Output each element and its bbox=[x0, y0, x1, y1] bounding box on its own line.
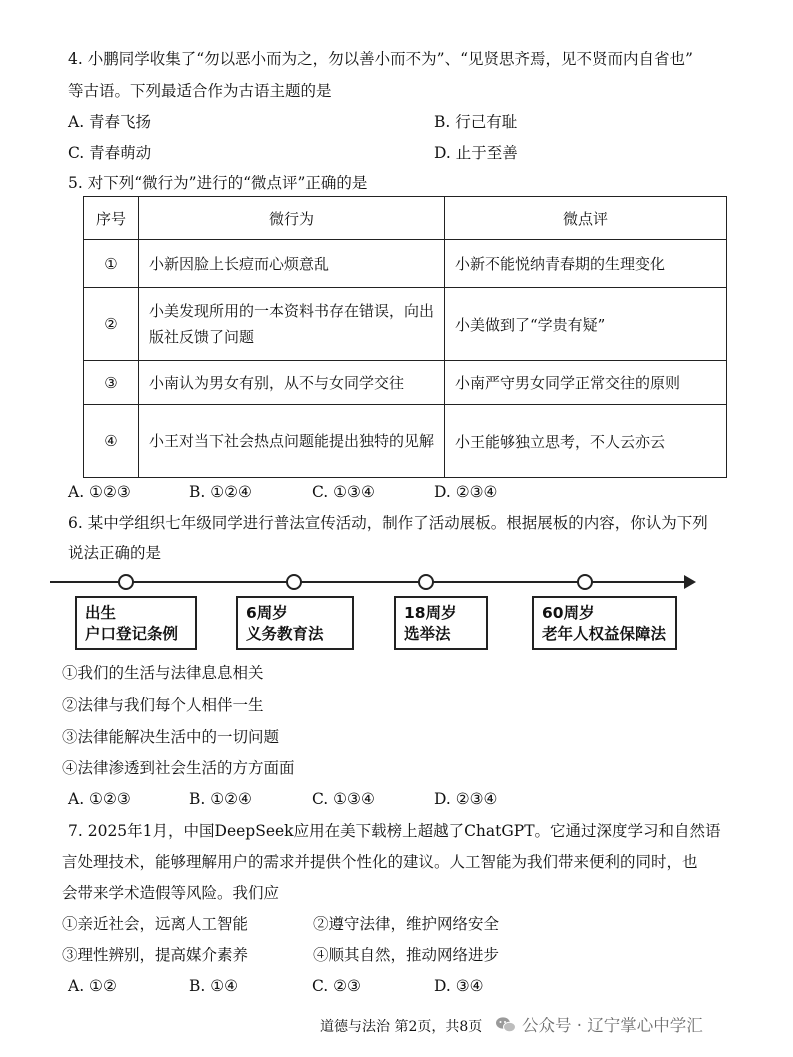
row-comment: 小新不能悦纳青春期的生理变化 bbox=[445, 240, 727, 288]
q4-option-a: A. 青春飞扬 bbox=[68, 113, 152, 131]
table-row bbox=[84, 288, 727, 361]
timeline-law: 义务教育法 bbox=[246, 625, 324, 643]
watermark bbox=[495, 1012, 703, 1038]
q5-stem: 5. 对下列“微行为”进行的“微点评”正确的是 bbox=[68, 174, 368, 192]
q5-table bbox=[83, 196, 727, 478]
timeline-node bbox=[577, 574, 593, 590]
timeline-node bbox=[418, 574, 434, 590]
row-comment: 小王能够独立思考，不人云亦云 bbox=[445, 405, 727, 478]
row-action: 小美发现所用的一本资料书存在错误，向出版社反馈了问题 bbox=[139, 288, 445, 361]
q4-stem-line1: 4. 小鹏同学收集了“勿以恶小而为之，勿以善小而不为”、“见贤思齐焉，见不贤而内自省也” bbox=[68, 50, 693, 68]
timeline-age: 18周岁 bbox=[404, 604, 457, 622]
page-footer: 道德与法治 第2页，共8页 bbox=[320, 1019, 483, 1035]
q6-statement-2: ②法律与我们每个人相伴一生 bbox=[62, 696, 264, 714]
table-row bbox=[84, 240, 727, 288]
law-timeline bbox=[50, 568, 700, 668]
timeline-law: 选举法 bbox=[404, 625, 451, 643]
q7-statement-4: ④顺其自然，推动网络进步 bbox=[313, 946, 500, 964]
table-header-row bbox=[84, 197, 727, 240]
q6-option-a: A. ①②③ bbox=[68, 790, 131, 808]
q7-statement-1: ①亲近社会，远离人工智能 bbox=[62, 915, 249, 933]
q6-option-d: D. ②③④ bbox=[434, 790, 498, 808]
timeline-age: 出生 bbox=[85, 604, 117, 622]
q7-option-d: D. ③④ bbox=[434, 977, 484, 995]
q7-option-a: A. ①② bbox=[68, 977, 117, 995]
header-no: 序号 bbox=[84, 197, 139, 240]
row-no: ② bbox=[84, 288, 139, 361]
row-action: 小王对当下社会热点问题能提出独特的见解 bbox=[139, 405, 445, 478]
q6-option-c: C. ①③④ bbox=[312, 790, 375, 808]
q6-option-b: B. ①②④ bbox=[189, 790, 252, 808]
timeline-box bbox=[75, 596, 197, 650]
q4-option-d: D. 止于至善 bbox=[434, 144, 518, 162]
row-comment: 小南严守男女同学正常交往的原则 bbox=[445, 361, 727, 405]
timeline-box bbox=[236, 596, 354, 650]
timeline-node bbox=[286, 574, 302, 590]
q6-stem-line2: 说法正确的是 bbox=[68, 544, 162, 562]
timeline-age: 60周岁 bbox=[542, 604, 595, 622]
timeline-node bbox=[118, 574, 134, 590]
q5-option-b: B. ①②④ bbox=[189, 483, 252, 501]
q7-stem-line1: 7. 2025年1月，中国DeepSeek应用在美下载榜上超越了ChatGPT。它通过深度学习和自然语 bbox=[68, 822, 721, 840]
q7-statement-3: ③理性辨别，提高媒介素养 bbox=[62, 946, 249, 964]
row-action: 小南认为男女有别，从不与女同学交往 bbox=[139, 361, 445, 405]
q6-statement-4: ④法律渗透到社会生活的方方面面 bbox=[62, 759, 295, 777]
row-action: 小新因脸上长痘而心烦意乱 bbox=[139, 240, 445, 288]
row-no: ③ bbox=[84, 361, 139, 405]
row-comment: 小美做到了“学贵有疑” bbox=[445, 288, 727, 361]
q4-stem-line2: 等古语。下列最适合作为古语主题的是 bbox=[68, 82, 332, 100]
timeline-age: 6周岁 bbox=[246, 604, 288, 622]
q7-option-c: C. ②③ bbox=[312, 977, 361, 995]
timeline-law: 户口登记条例 bbox=[85, 625, 179, 643]
q5-option-d: D. ②③④ bbox=[434, 483, 498, 501]
watermark-text: 公众号 · 辽宁掌心中学汇 bbox=[522, 1016, 703, 1035]
row-no: ④ bbox=[84, 405, 139, 478]
q6-statement-1: ①我们的生活与法律息息相关 bbox=[62, 664, 264, 682]
q7-stem-line2: 言处理技术，能够理解用户的需求并提供个性化的建议。人工智能为我们带来便利的同时，也 bbox=[62, 853, 698, 871]
timeline-box bbox=[394, 596, 488, 650]
q5-option-a: A. ①②③ bbox=[68, 483, 131, 501]
header-action: 微行为 bbox=[139, 197, 445, 240]
q7-statement-2: ②遵守法律，维护网络安全 bbox=[313, 915, 500, 933]
timeline-law: 老年人权益保障法 bbox=[542, 625, 667, 643]
q5-option-c: C. ①③④ bbox=[312, 483, 375, 501]
row-no: ① bbox=[84, 240, 139, 288]
timeline-arrow-icon bbox=[684, 575, 696, 589]
q6-stem-line1: 6. 某中学组织七年级同学进行普法宣传活动，制作了活动展板。根据展板的内容，你认为下列 bbox=[68, 514, 708, 532]
q6-statement-3: ③法律能解决生活中的一切问题 bbox=[62, 728, 280, 746]
q7-option-b: B. ①④ bbox=[189, 977, 239, 995]
timeline-box bbox=[532, 596, 677, 650]
q4-option-b: B. 行己有耻 bbox=[434, 113, 518, 131]
q4-option-c: C. 青春萌动 bbox=[68, 144, 152, 162]
header-comment: 微点评 bbox=[445, 197, 727, 240]
q7-stem-line3: 会带来学术造假等风险。我们应 bbox=[62, 884, 280, 902]
table-row bbox=[84, 405, 727, 478]
wechat-icon bbox=[495, 1016, 517, 1038]
table-row bbox=[84, 361, 727, 405]
